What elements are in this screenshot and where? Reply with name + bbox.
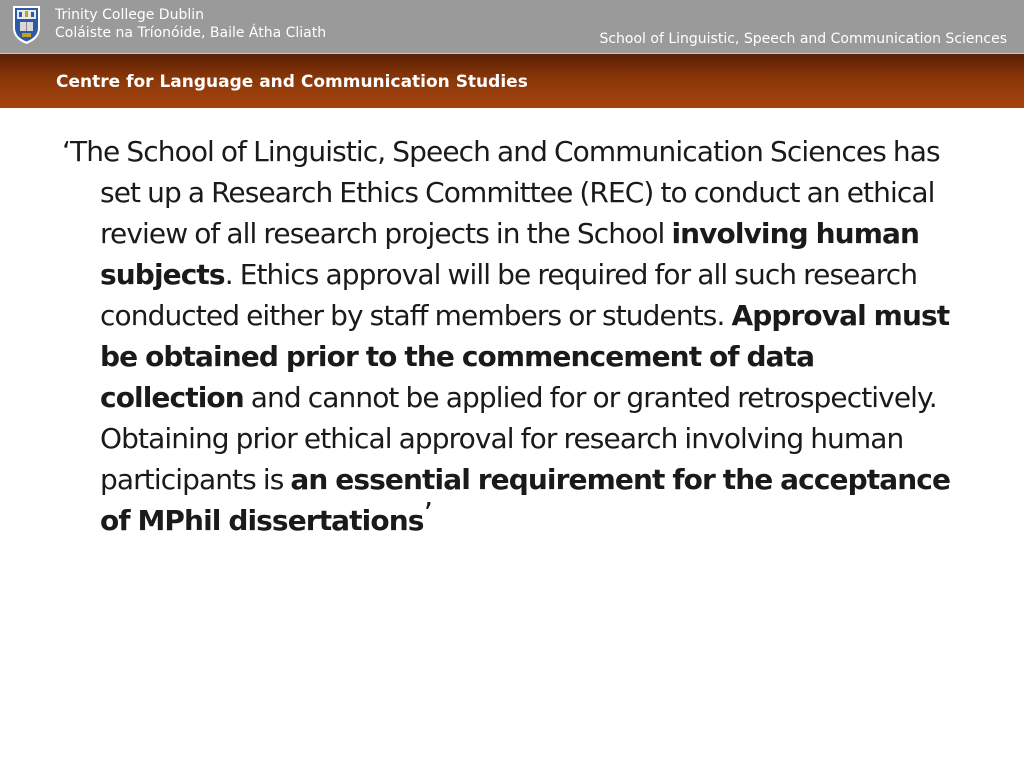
quote-text-part-1: ‘The School of Linguistic, Speech and Communication Sciences has set up a Research Ethics Committee (REC) to conduct an ethical review of all research projects in the School <box>62 135 940 250</box>
quote-bold-approval: Approval must be obtained prior to the commencement of data collection <box>100 299 950 414</box>
college-name-english: Trinity College Dublin <box>55 7 205 23</box>
college-name <box>55 6 326 42</box>
top-header-bar <box>0 0 1024 53</box>
closing-quote-mark: ’ <box>423 497 433 532</box>
quote-paragraph <box>62 131 960 541</box>
title-bar <box>0 53 1024 108</box>
trinity-crest-icon <box>11 4 42 45</box>
quote-bold-human-subjects: involving human subjects <box>100 217 920 291</box>
college-name-irish: Coláiste na Tríonóide, Baile Átha Cliath <box>55 25 327 41</box>
quote-text-part-3: and cannot be applied for or granted retrospectively. Obtaining prior ethical approval for research involving human participants is <box>100 381 937 496</box>
centre-title: Centre for Language and Communication Studies <box>56 72 528 92</box>
quote-text-part-2: . Ethics approval will be required for all such research conducted either by staff members or students. <box>100 258 918 332</box>
quote-bold-requirement: an essential requirement for the acceptance of MPhil dissertations <box>100 463 951 537</box>
school-name: School of Linguistic, Speech and Communication Sciences <box>599 31 1007 47</box>
